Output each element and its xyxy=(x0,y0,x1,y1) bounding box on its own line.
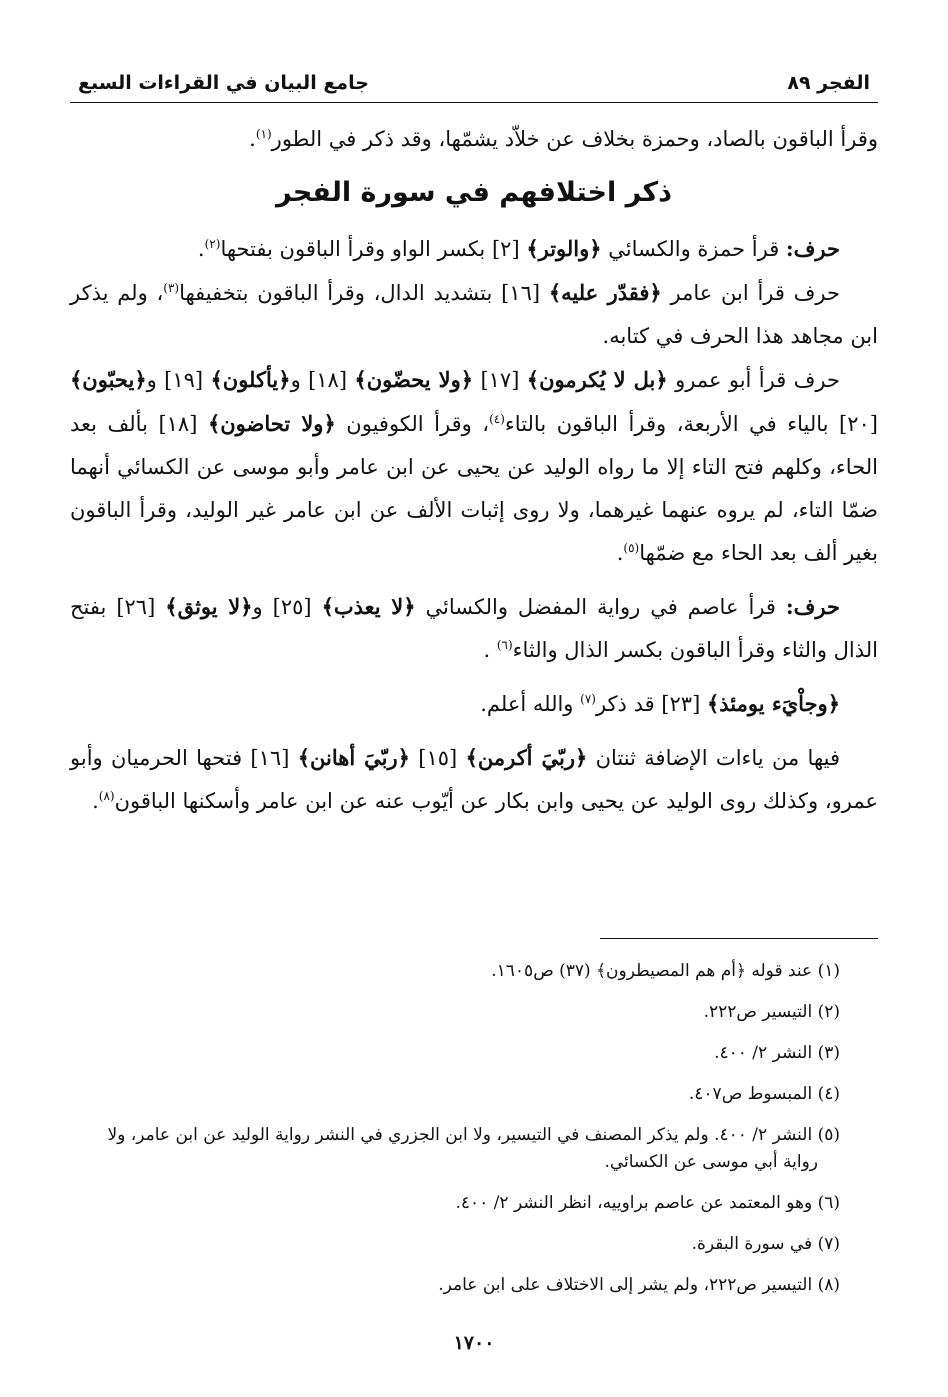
footnote-ref: (٧) xyxy=(580,692,596,706)
footnotes xyxy=(70,958,878,1313)
paragraph-harf-3: حرف قرأ أبو عمرو ﴿بل لا يُكرمون﴾ [١٧] ﴿ولا يحضّون﴾ [١٨] و﴿يأكلون﴾ [١٩] و﴿يحبّون﴾ [٢٠] بالياء في الأربعة، وقرأ الباقون بالتاء$^{(٤)}$، وقرأ الكوفيون ﴿ولا تحاضون﴾ [١٨] بألف بعد الحاء، وكلهم فتح التاء إلا ما رواه الوليد عن يحيى عن ابن عامر وأبو موسى عن الكسائي أنهما ضمّا التاء، لم يروه عنهما غيرهما، ولا روى إثبات الألف عن ابن عامر غير الوليد، وقرأ الباقون بغير ألف بعد الحاء مع ضمّها$^{(٥)}$. xyxy=(70,367,878,565)
paragraph-harf-1: حرف: قرأ حمزة والكسائي ﴿والوتر﴾ [٢] بكسر الواو وقرأ الباقون بفتحها$^{(٢)}$. xyxy=(197,236,840,261)
footnote-ref: (٥) xyxy=(623,541,640,555)
spacer xyxy=(70,575,878,585)
paragraph-idafa: فيها من ياءات الإضافة ثنتان ﴿ربّيَ أكرمن﴾ [١٥] ﴿ربّيَ أهانن﴾ [١٦] فتحها الحرميان وأبو عمرو، وكذلك روى الوليد عن يحيى وابن بكار عن أيّوب عنه عن ابن عامر وأسكنها الباقون$^{(٨)}$. xyxy=(70,745,878,813)
document-page xyxy=(70,62,878,1382)
header-book-title: جامع البيان في القراءات السبع xyxy=(78,72,369,94)
quran-word: ﴿ولا يحضّون﴾ xyxy=(354,367,474,392)
main-text xyxy=(70,118,878,823)
paragraph-wajiya: ﴿وجاْيَء يومئذ﴾ [٢٣] قد ذكر$^{(٧)}$ والله أعلم. xyxy=(480,691,840,716)
page-number: ١٧٠٠ xyxy=(453,1332,495,1354)
footnote-5: (٥) النشر ٢/ ٤٠٠. ولم يذكر المصنف في التيسير، ولا ابن الجزري في النشر رواية الوليد عن ابن عامر، ولا رواية أبي موسى عن الكسائي. xyxy=(107,1125,840,1172)
footnote-ref: (٣) xyxy=(163,281,180,295)
footnote-6: (٦) وهو المعتمد عن عاصم براوييه، انظر النشر ٢/ ٤٠٠. xyxy=(455,1193,840,1213)
quran-word: ﴿فقدّر عليه﴾ xyxy=(548,280,662,305)
quran-word: ﴿ولا تحاضون﴾ xyxy=(207,411,336,436)
footnote-ref: (٨) xyxy=(98,789,115,803)
footnote-ref: (١) xyxy=(255,127,272,141)
paragraph-harf-2: حرف قرأ ابن عامر ﴿فقدّر عليه﴾ [١٦] بتشديد الدال، وقرأ الباقون بتخفيفها$^{(٣)}$، ولم يذكر ابن مجاهد هذا الحرف في كتابه. xyxy=(70,280,878,348)
footnote-8: (٨) التيسير ص٢٢٢، ولم يشر إلى الاختلاف على ابن عامر. xyxy=(438,1275,840,1295)
footnote-divider xyxy=(600,938,878,939)
spacer xyxy=(70,672,878,682)
footnote-7: (٧) في سورة البقرة. xyxy=(691,1234,840,1254)
footnote-ref: (٦) xyxy=(496,638,513,652)
quran-word: ﴿ربّيَ أهانن﴾ xyxy=(297,745,410,770)
spacer xyxy=(70,726,878,736)
footnote-ref: (٤) xyxy=(489,412,505,426)
footnote-4: (٤) المبسوط ص٤٠٧. xyxy=(688,1084,840,1104)
quran-word: ﴿بل لا يُكرمون﴾ xyxy=(526,367,668,392)
footnote-1: (١) عند قوله ﴿أم هم المصيطرون﴾ (٣٧) ص١٦٠٥. xyxy=(491,961,840,981)
paragraph-continuation: وقرأ الباقون بالصاد، وحمزة بخلاف عن خلاّد يشمّها، وقد ذكر في الطور$^{(١)}$. xyxy=(249,127,878,151)
section-title: ذكر اختلافهم في سورة الفجر xyxy=(276,177,672,208)
quran-word: ﴿يحبّون﴾ xyxy=(70,367,147,392)
quran-word: ﴿وجاْيَء يومئذ﴾ xyxy=(706,691,840,716)
header-surah-page: الفجر ٨٩ xyxy=(787,72,870,94)
paragraph-harf-4: حرف: قرأ عاصم في رواية المفضل والكسائي ﴿لا يعذب﴾ [٢٥] و﴿لا يوثق﴾ [٢٦] بفتح الذال والثاء وقرأ الباقون بكسر الذال والثاء$^{(٦)}$ . xyxy=(70,594,878,662)
footnote-ref: (٢) xyxy=(204,237,221,251)
footnote-3: (٣) النشر ٢/ ٤٠٠. xyxy=(714,1043,840,1063)
running-header xyxy=(70,62,878,103)
quran-word: ﴿والوتر﴾ xyxy=(526,236,602,261)
quran-word: ﴿يأكلون﴾ xyxy=(210,367,291,392)
quran-word: ﴿لا يعذب﴾ xyxy=(321,594,416,619)
footnote-2: (٢) التيسير ص٢٢٢. xyxy=(703,1002,840,1022)
quran-word: ﴿ربّيَ أكرمن﴾ xyxy=(465,745,588,770)
quran-word: ﴿لا يوثق﴾ xyxy=(165,594,253,619)
